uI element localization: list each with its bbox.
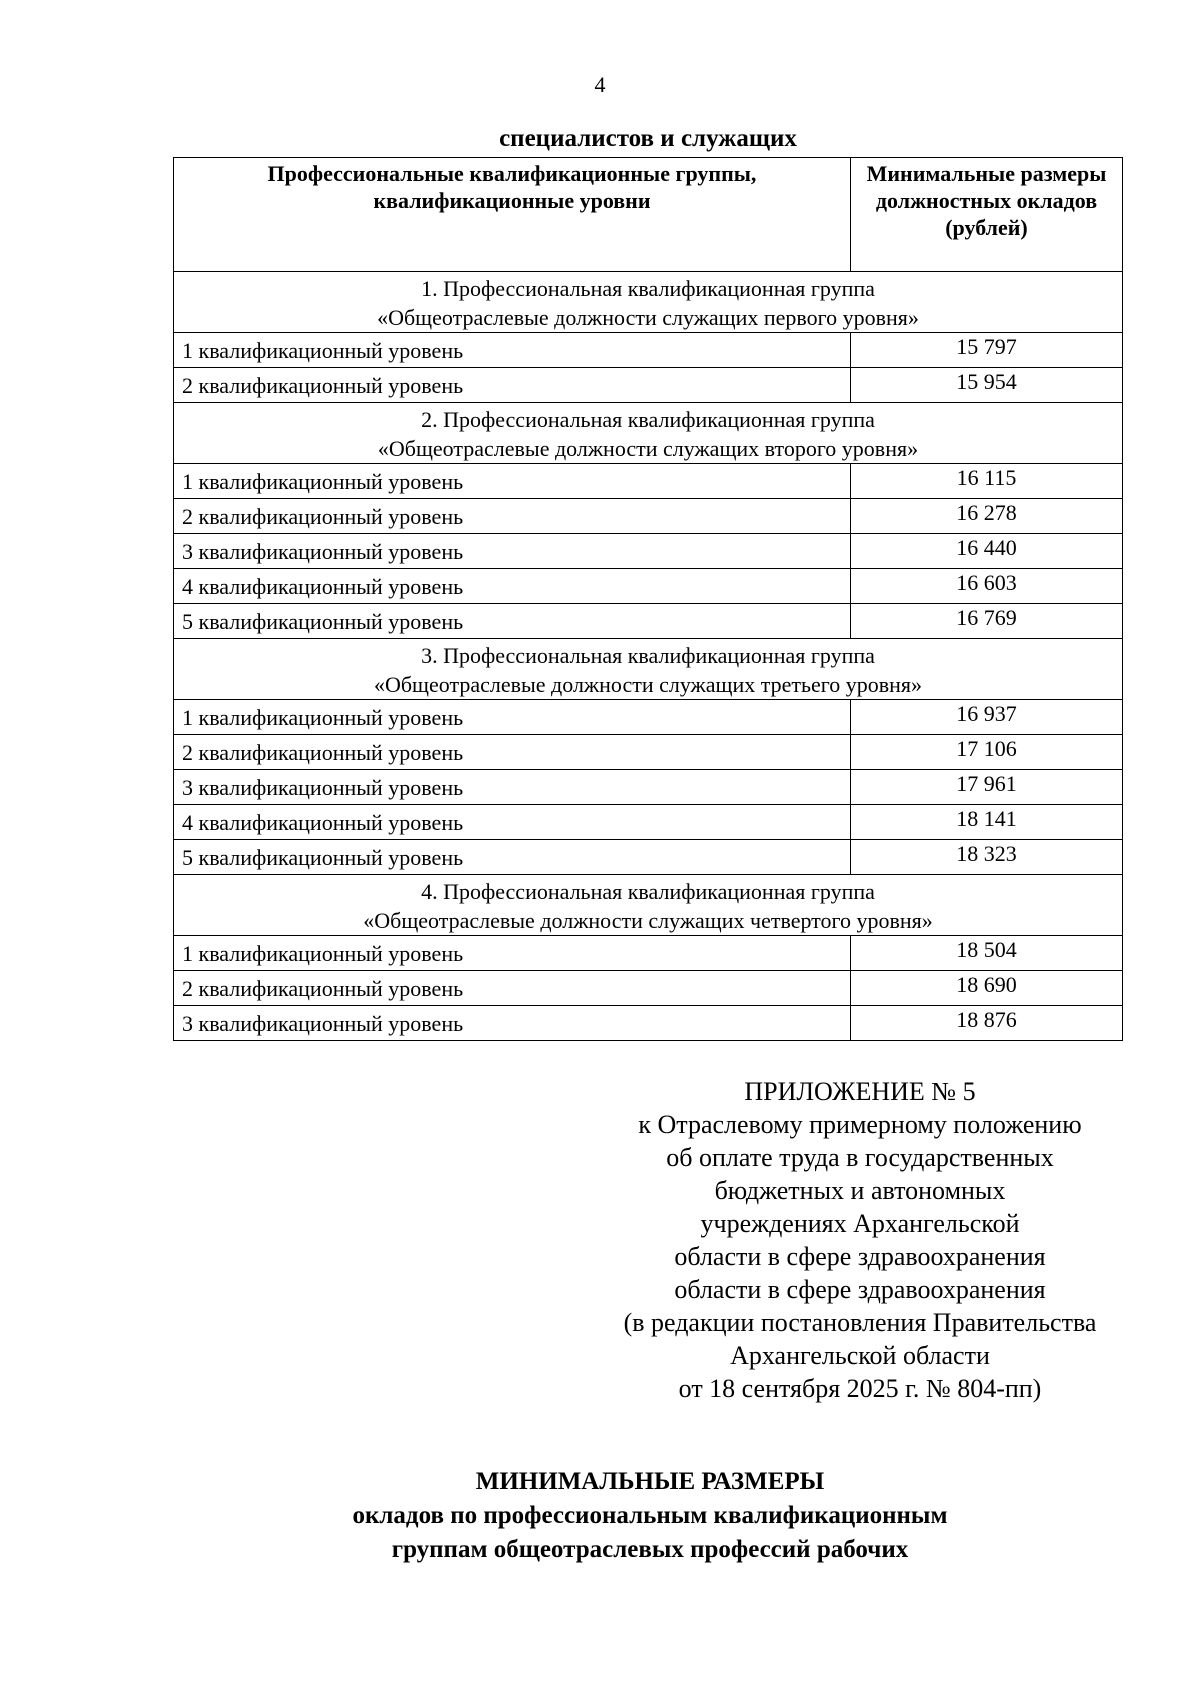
- table-continued-title: специалистов и служащих: [499, 125, 797, 152]
- salary-amount: 16 115: [851, 464, 1123, 499]
- salary-table-body: [174, 272, 1123, 1041]
- salary-amount: 18 876: [851, 1006, 1123, 1041]
- qualification-level: 3 квалификационный уровень: [174, 1006, 851, 1041]
- table-row: [174, 499, 1123, 534]
- qualification-level: 2 квалификационный уровень: [174, 368, 851, 403]
- group-title: [174, 875, 1123, 936]
- group-header-row: [174, 403, 1123, 464]
- group-title: [174, 272, 1123, 333]
- table-row: [174, 840, 1123, 875]
- group-title-line: «Общеотраслевые должности служащих первого уровня»: [377, 305, 919, 330]
- table-row: [174, 971, 1123, 1006]
- qualification-level: 1 квалификационный уровень: [174, 700, 851, 735]
- salary-amount: 16 769: [851, 604, 1123, 639]
- group-header-row: [174, 639, 1123, 700]
- document-title-line: МИНИМАЛЬНЫЕ РАЗМЕРЫ: [475, 1468, 825, 1495]
- table-header-row: [174, 158, 1123, 272]
- table-row: [174, 770, 1123, 805]
- group-title-line: 3. Профессиональная квалификационная группа: [421, 643, 875, 668]
- group-title-line: 1. Профессиональная квалификационная группа: [421, 276, 875, 301]
- qualification-level: 2 квалификационный уровень: [174, 735, 851, 770]
- salary-amount: 18 323: [851, 840, 1123, 875]
- document-title-line: группам общеотраслевых профессий рабочих: [391, 1536, 909, 1563]
- appendix-line: бюджетных и автономных: [714, 1176, 1006, 1205]
- group-title-line: «Общеотраслевые должности служащих третьего уровня»: [373, 672, 923, 697]
- appendix-line: учреждениях Архангельской: [700, 1209, 1020, 1238]
- table-row: [174, 604, 1123, 639]
- group-title-line: 4. Профессиональная квалификационная группа: [421, 879, 875, 904]
- salary-amount: 17 961: [851, 770, 1123, 805]
- appendix-line: ПРИЛОЖЕНИЕ № 5: [744, 1077, 976, 1106]
- table-row: [174, 534, 1123, 569]
- salary-amount: 15 954: [851, 368, 1123, 403]
- salary-amount: 18 690: [851, 971, 1123, 1006]
- document-title-line: окладов по профессиональным квалификационным: [352, 1502, 948, 1529]
- qualification-level: 2 квалификационный уровень: [174, 499, 851, 534]
- qualification-level: 1 квалификационный уровень: [174, 936, 851, 971]
- qualification-level: 5 квалификационный уровень: [174, 604, 851, 639]
- qualification-level: 4 квалификационный уровень: [174, 569, 851, 604]
- group-title: [174, 403, 1123, 464]
- group-title-line: «Общеотраслевые должности служащих второго уровня»: [377, 436, 919, 461]
- salary-amount: 16 603: [851, 569, 1123, 604]
- qualification-level: 2 квалификационный уровень: [174, 971, 851, 1006]
- salary-amount: 16 278: [851, 499, 1123, 534]
- table-row: [174, 735, 1123, 770]
- appendix-line: области в сфере здравоохранения: [674, 1242, 1046, 1271]
- group-title-line: «Общеотраслевые должности служащих четвертого уровня»: [363, 908, 933, 933]
- qualification-level: 1 квалификационный уровень: [174, 464, 851, 499]
- group-header-row: [174, 875, 1123, 936]
- group-title-line: 2. Профессиональная квалификационная группа: [421, 407, 875, 432]
- appendix-line: от 18 сентября 2025 г. № 804-пп): [678, 1374, 1042, 1403]
- salary-amount: 15 797: [851, 333, 1123, 368]
- salary-amount: 16 937: [851, 700, 1123, 735]
- qualification-level: 5 квалификационный уровень: [174, 840, 851, 875]
- page-number: 4: [594, 72, 606, 97]
- appendix-line: Архангельской области: [730, 1341, 990, 1370]
- table-row: [174, 333, 1123, 368]
- appendix-line: об оплате труда в государственных: [666, 1143, 1054, 1172]
- header-minimum-salary: Минимальные размеры должностных окладов (рублей): [851, 158, 1123, 272]
- table-row: [174, 464, 1123, 499]
- table-row: [174, 569, 1123, 604]
- appendix-line: к Отраслевому примерному положению: [638, 1110, 1082, 1139]
- salary-amount: 17 106: [851, 735, 1123, 770]
- qualification-level: 1 квалификационный уровень: [174, 333, 851, 368]
- qualification-level: 3 квалификационный уровень: [174, 534, 851, 569]
- table-row: [174, 368, 1123, 403]
- qualification-level: 4 квалификационный уровень: [174, 805, 851, 840]
- table-row: [174, 805, 1123, 840]
- table-row: [174, 700, 1123, 735]
- salary-amount: 16 440: [851, 534, 1123, 569]
- header-qualification-groups: Профессиональные квалификационные группы, квалификационные уровни: [174, 158, 851, 272]
- salary-amount: 18 504: [851, 936, 1123, 971]
- salary-table: [173, 157, 1123, 1041]
- document-title: [150, 1465, 1150, 1567]
- qualification-level: 3 квалификационный уровень: [174, 770, 851, 805]
- appendix-line: (в редакции постановления Правительства: [623, 1308, 1097, 1337]
- group-title: [174, 639, 1123, 700]
- salary-amount: 18 141: [851, 805, 1123, 840]
- table-row: [174, 1006, 1123, 1041]
- appendix-heading: [600, 1075, 1120, 1405]
- appendix-line: области в сфере здравоохранения: [674, 1275, 1046, 1304]
- group-header-row: [174, 272, 1123, 333]
- table-row: [174, 936, 1123, 971]
